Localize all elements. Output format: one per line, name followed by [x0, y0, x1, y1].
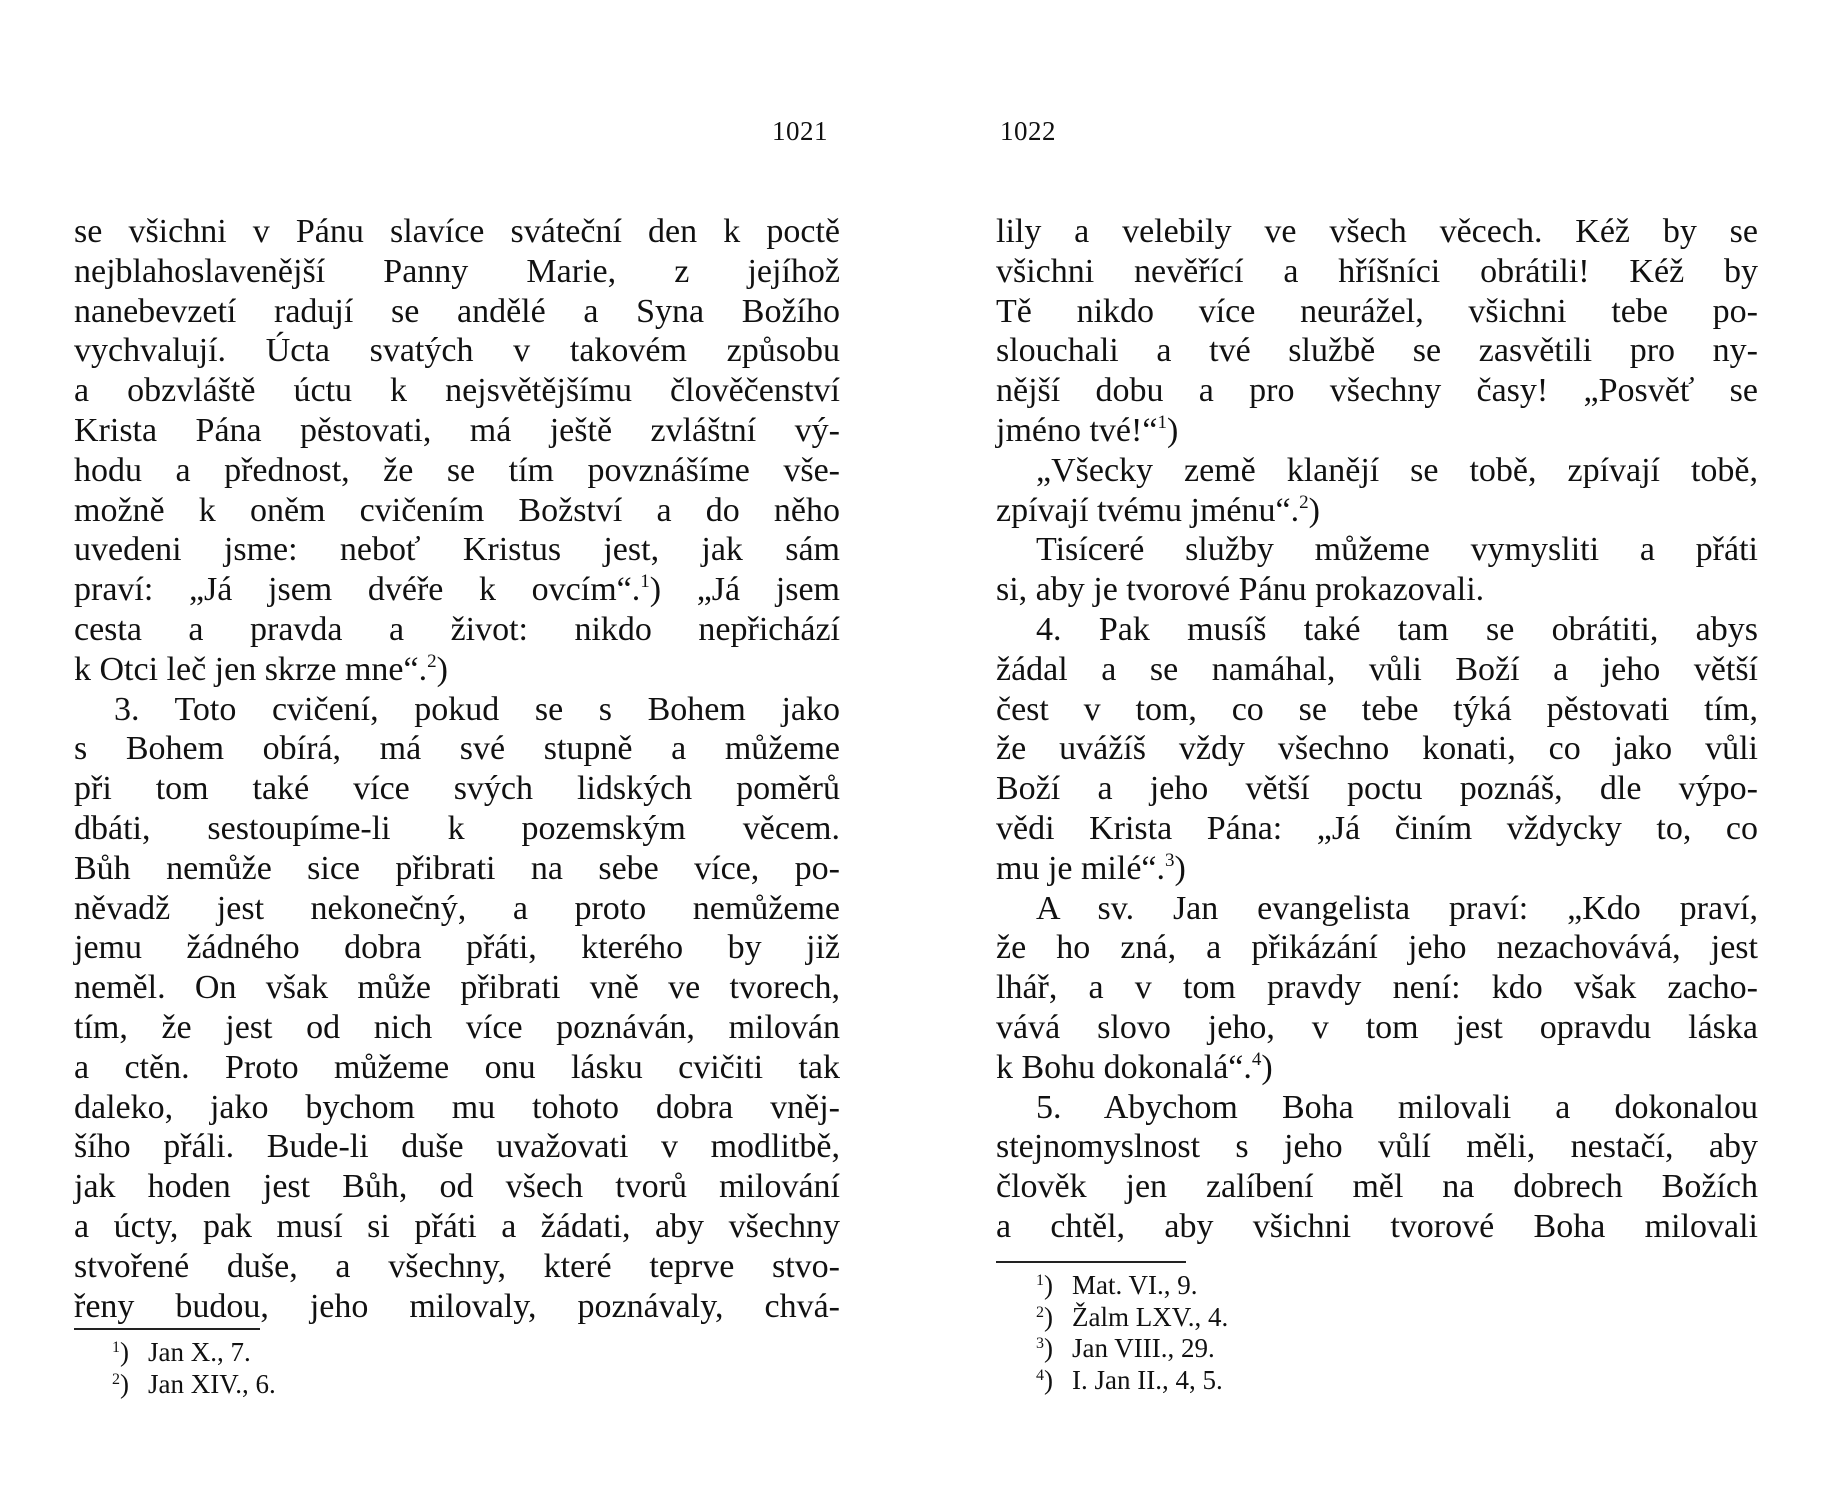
footnote-separator-left: [74, 1328, 260, 1330]
footnote-paren: ): [1044, 1270, 1053, 1300]
line-text: jméno tvé!“: [996, 411, 1158, 449]
text-line: [74, 1008, 840, 1048]
text-line: [74, 1287, 840, 1327]
text-line: [74, 1048, 840, 1088]
line-text: dbáti, sestoupíme-li k pozemským věcem.: [74, 809, 840, 847]
footnote-text: I. Jan II., 4, 5.: [1072, 1364, 1223, 1395]
footnotes-right: [1036, 1270, 1228, 1396]
line-text: neměl. On však může přibrati vně ve tvorech,: [74, 969, 840, 1007]
text-line: [996, 570, 1758, 610]
line-text: žádal a se namáhal, vůli Boží a jeho větší: [996, 650, 1758, 688]
footnote-number: 3: [1036, 1335, 1044, 1352]
line-text-after: ): [1261, 1048, 1273, 1086]
text-line: [996, 371, 1758, 411]
line-text: se všichni v Pánu slavíce sváteční den k poctě: [74, 213, 840, 250]
line-text: že uvážíš vždy všechno konati, co jako vůli: [996, 730, 1758, 768]
text-line: [996, 729, 1758, 769]
line-text: a chtěl, aby všichni tvorové Boha milovali: [996, 1207, 1758, 1245]
line-text: praví: „Já jsem dvéře k ovcím“.: [74, 571, 641, 609]
line-text: A sv. Jan evangelista praví: „Kdo praví,: [1036, 889, 1758, 927]
line-text: slouchali a tvé službě se zasvětili pro ny-: [996, 332, 1758, 370]
line-text: řeny budou, jeho milovaly, poznávaly, chvá-: [74, 1287, 840, 1325]
footnote-marker: [1036, 1365, 1072, 1397]
line-text: šího přáli. Bude-li duše uvažovati v modlitbě,: [74, 1128, 840, 1166]
line-text: vědi Krista Pána: „Já činím vždycky to, co: [996, 809, 1758, 847]
footnotes-left: [112, 1337, 276, 1400]
text-line: [996, 769, 1758, 809]
text-line: [74, 451, 840, 491]
text-line: [996, 292, 1758, 332]
text-line: [996, 1048, 1758, 1088]
line-text: uvedeni jsme: neboť Kristus jest, jak sám: [74, 531, 840, 569]
line-text: a úcty, pak musí si přáti a žádati, aby všechny: [74, 1207, 840, 1245]
footnote-paren: ): [1044, 1301, 1053, 1332]
footnote-text: Jan X., 7.: [148, 1337, 251, 1367]
footnote-number: 1: [1036, 1272, 1044, 1289]
footnote-number: 1: [112, 1339, 120, 1356]
text-line: [996, 889, 1758, 929]
footnote-reference: 3: [1165, 849, 1175, 871]
line-text: vává slovo jeho, v tom jest opravdu láska: [996, 1008, 1758, 1046]
footnote: [1036, 1270, 1228, 1302]
text-line: [996, 968, 1758, 1008]
line-text: a ctěn. Proto můžeme onu lásku cvičiti tak: [74, 1048, 840, 1086]
line-text: 4. Pak musíš také tam se obrátiti, abys: [1036, 610, 1758, 648]
line-text: daleko, jako bychom mu tohoto dobra vněj-: [74, 1088, 840, 1126]
text-line: [74, 690, 840, 730]
line-text: vychvalují. Úcta svatých v takovém způsobu: [74, 332, 840, 370]
line-text: možně k oněm cvičením Božství a do něho: [74, 491, 840, 529]
text-line: [996, 491, 1758, 531]
text-line: [74, 769, 840, 809]
text-line: [74, 809, 840, 849]
text-line: [74, 729, 840, 769]
text-line: [74, 570, 840, 610]
text-line: [74, 411, 840, 451]
footnote-number: 4: [1036, 1366, 1044, 1384]
footnote-paren: ): [120, 1337, 129, 1367]
line-text: nější dobu a pro všechny časy! „Posvěť se: [996, 372, 1758, 410]
footnote: [1036, 1333, 1228, 1365]
text-line: [996, 1207, 1758, 1247]
text-line: [996, 690, 1758, 730]
footnote-marker: [112, 1337, 148, 1369]
line-text: čest v tom, co se tebe týká pěstovati tím,: [996, 690, 1758, 728]
text-line: [996, 212, 1758, 252]
text-line: [996, 1167, 1758, 1207]
text-line: [74, 928, 840, 968]
text-line: [996, 411, 1758, 451]
text-line: [74, 849, 840, 889]
line-text: jemu žádného dobra přáti, kterého by již: [74, 929, 840, 967]
line-text: k Otci leč jen skrze mne“.: [74, 650, 428, 688]
text-line: [74, 292, 840, 332]
line-text-after: ): [436, 650, 448, 688]
text-line: [74, 491, 840, 531]
line-text: 5. Abychom Boha milovali a dokonalou: [1036, 1088, 1758, 1126]
line-text: nejblahoslavenější Panny Marie, z jejíhož: [74, 252, 840, 290]
line-text: něvadž jest nekonečný, a proto nemůžeme: [74, 889, 840, 927]
text-line: [996, 928, 1758, 968]
line-text: při tom také více svých lidských poměrů: [74, 770, 840, 808]
text-line: [74, 610, 840, 650]
text-line: [996, 451, 1758, 491]
line-text-after: ): [1166, 411, 1179, 449]
line-text: stejnomyslnost s jeho vůlí měli, nestačí, aby: [996, 1128, 1758, 1166]
line-text: všichni nevěřící a hříšníci obrátili! Kéž by: [996, 252, 1758, 290]
footnote-reference: 2: [1299, 491, 1309, 513]
text-line: [74, 650, 840, 690]
footnote: [1036, 1302, 1228, 1334]
line-text: Tě nikdo více neurážel, všichni tebe po-: [996, 292, 1758, 330]
text-line: [74, 968, 840, 1008]
footnote-paren: ): [120, 1368, 129, 1399]
line-text: Bůh nemůže sice přibrati na sebe více, po-: [74, 849, 840, 887]
footnote-marker: [1036, 1270, 1072, 1302]
line-text: s Bohem obírá, má své stupně a můžeme: [74, 730, 840, 768]
line-text: Boží a jeho větší poctu poznáš, dle výpo-: [996, 770, 1758, 808]
text-line: [74, 1167, 840, 1207]
footnote-text: Žalm LXV., 4.: [1072, 1301, 1229, 1332]
line-text: a obzvláště úctu k nejsvětějšímu člověčenství: [74, 372, 840, 410]
footnote-reference: 2: [427, 650, 437, 672]
line-text: Krista Pána pěstovati, má ještě zvláštní vý-: [74, 411, 840, 449]
text-line: [74, 1088, 840, 1128]
line-text: Tisíceré služby můžeme vymysliti a přáti: [1036, 531, 1758, 569]
text-line: [996, 530, 1758, 570]
footnote-marker: [1036, 1333, 1072, 1365]
footnote-text: Mat. VI., 9.: [1072, 1270, 1198, 1300]
footnote-text: Jan VIII., 29.: [1072, 1333, 1215, 1363]
text-line: [996, 650, 1758, 690]
line-text: si, aby je tvorové Pánu prokazovali.: [996, 571, 1485, 609]
text-line: [996, 1008, 1758, 1048]
footnote-marker: [1036, 1302, 1072, 1334]
line-text: člověk jen zalíbení měl na dobrech Božích: [996, 1168, 1758, 1206]
line-text: „Všecky země klanějí se tobě, zpívají tobě,: [1036, 451, 1758, 489]
line-text: nanebevzetí radují se andělé a Syna Božího: [74, 292, 840, 330]
line-text: k Bohu dokonalá“.: [996, 1048, 1252, 1086]
text-line: [74, 530, 840, 570]
text-line: [74, 212, 840, 252]
text-line: [74, 252, 840, 292]
line-text: lily a velebily ve všech věcech. Kéž by se: [996, 213, 1758, 250]
text-line: [996, 849, 1758, 889]
footnote-separator-right: [996, 1261, 1186, 1263]
footnote-text: Jan XIV., 6.: [148, 1368, 276, 1399]
text-line: [996, 610, 1758, 650]
footnote-reference: 1: [640, 571, 650, 593]
text-line: [996, 1088, 1758, 1128]
footnote-reference: 4: [1251, 1048, 1262, 1070]
line-text: cesta a pravda a život: nikdo nepřichází: [74, 610, 840, 648]
line-text: jak hoden jest Bůh, od všech tvorů milování: [74, 1168, 840, 1206]
text-line: [996, 809, 1758, 849]
text-line: [74, 889, 840, 929]
line-text-after: ) „Já jsem: [649, 571, 840, 609]
text-line: [996, 331, 1758, 371]
footnote-paren: ): [1044, 1364, 1053, 1395]
line-text: zpívají tvému jménu“.: [996, 491, 1300, 529]
left-page-text-column: [74, 212, 840, 1326]
line-text: hodu a přednost, že se tím povznášíme vše-: [74, 451, 840, 489]
line-text: mu je milé“.: [996, 849, 1166, 887]
text-line: [74, 1247, 840, 1287]
line-text-after: ): [1174, 849, 1186, 887]
text-line: [74, 1207, 840, 1247]
line-text-after: ): [1308, 491, 1320, 529]
footnote-number: 2: [1036, 1303, 1044, 1321]
line-text: stvořené duše, a všechny, které teprve stvo-: [74, 1247, 840, 1285]
text-line: [996, 252, 1758, 292]
footnote-reference: 1: [1157, 411, 1167, 433]
page-number-left: 1021: [772, 116, 828, 146]
line-text: tím, že jest od nich více poznáván, milován: [74, 1008, 840, 1046]
text-line: [74, 371, 840, 411]
text-line: [996, 1127, 1758, 1167]
right-page-text-column: [996, 212, 1758, 1247]
footnote: [112, 1337, 276, 1369]
page-number-right: 1022: [1000, 116, 1056, 146]
footnote: [112, 1369, 276, 1401]
footnote-marker: [112, 1369, 148, 1401]
text-line: [74, 1127, 840, 1167]
footnote-number: 2: [112, 1370, 120, 1388]
line-text: 3. Toto cvičení, pokud se s Bohem jako: [114, 690, 840, 728]
line-text: že ho zná, a přikázání jeho nezachovává, jest: [996, 929, 1758, 967]
footnote-paren: ): [1044, 1333, 1053, 1363]
line-text: lhář, a v tom pravdy není: kdo však zacho-: [996, 969, 1758, 1007]
footnote: [1036, 1365, 1228, 1397]
text-line: [74, 331, 840, 371]
